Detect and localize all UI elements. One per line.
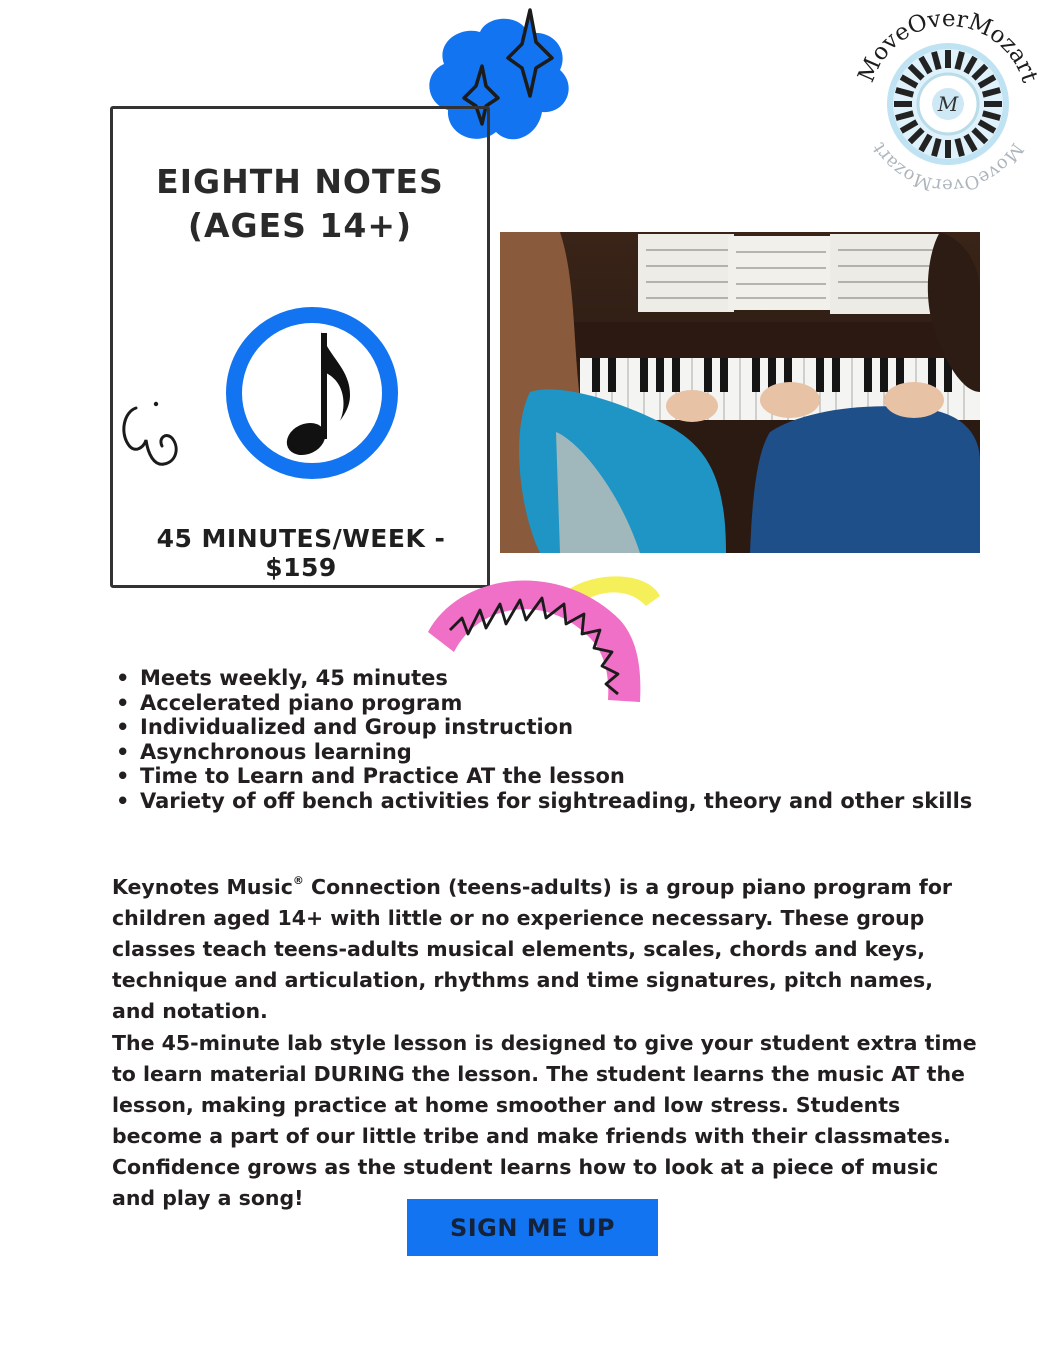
feature-item: • Variety of off bench activities for sightreading, theory and other skills	[116, 789, 976, 814]
svg-text:MoveOverMozart: MoveOverMozart	[853, 5, 1043, 87]
feature-item: • Time to Learn and Practice AT the lesson	[116, 764, 976, 789]
registered-mark: ®	[292, 874, 304, 887]
moveovermozart-logo	[848, 4, 1048, 204]
text-span: Keynotes Music	[112, 875, 293, 899]
card-title-line2: (AGES 14+)	[187, 206, 413, 245]
svg-text:M: M	[937, 92, 959, 116]
feature-item: • Meets weekly, 45 minutes	[116, 666, 976, 691]
feature-item: • Accelerated piano program	[116, 691, 976, 716]
sign-me-up-button[interactable]	[407, 1199, 658, 1256]
features-list	[116, 666, 976, 814]
eighth-note-icon	[222, 303, 402, 483]
sign-me-up-label: SIGN ME UP	[449, 1213, 616, 1242]
feature-item: • Individualized and Group instruction	[116, 715, 976, 740]
squiggle-decoration	[118, 398, 188, 474]
svg-text:MoveOverMozart: MoveOverMozart	[868, 138, 1028, 196]
description-paragraph-2: The 45-minute lab style lesson is designed to give your student extra time to learn material DURING the lesson. The student learns the music AT the lesson, making practice at home smoother and low stress. Students become a part of our little tribe and make friends with their classmates. Confidence grows as the student learns how to look at a piece of music and play a song!	[112, 1031, 977, 1210]
text-span: Connection (teens-adults) is a group piano program for children aged 14+ with little or no experience necessary. These group classes teach teens-adults musical elements, scales, chords and keys, technique and articulation, rhythms and time signatures, pitch names, and notation.	[112, 875, 953, 1023]
description-paragraph-1	[112, 872, 982, 1027]
card-title-line1: EIGHTH NOTES	[156, 162, 444, 201]
feature-item: • Asynchronous learning	[116, 740, 976, 765]
card-title	[150, 160, 450, 248]
card-price: 45 MINUTES/WEEK - $159	[156, 524, 446, 582]
piano-lesson-photo	[500, 232, 980, 553]
